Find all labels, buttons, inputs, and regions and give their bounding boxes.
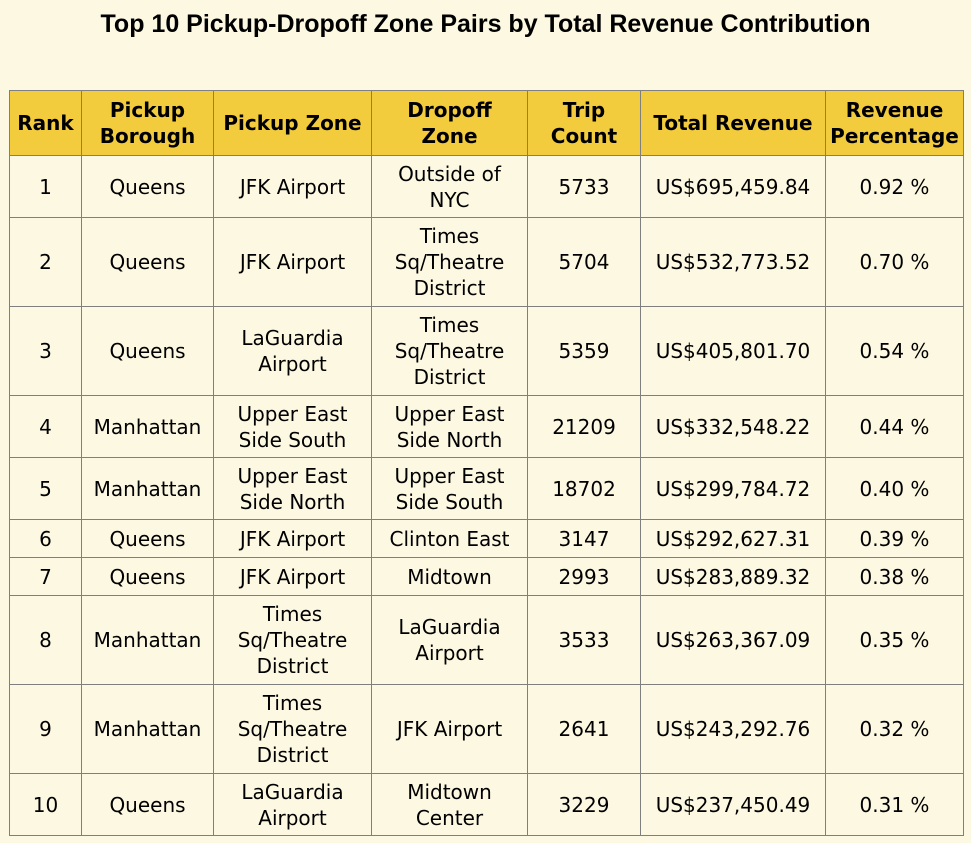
table-row — [10, 156, 964, 218]
cell-rank: 5 — [10, 458, 82, 520]
cell-trip-count: 3229 — [528, 774, 641, 836]
cell-revenue-percentage: 0.92 % — [826, 156, 964, 218]
cell-pickup-borough: Manhattan — [82, 685, 214, 774]
header-pickup-borough: Pickup Borough — [82, 91, 214, 156]
cell-rank: 8 — [10, 596, 82, 685]
cell-total-revenue: US$532,773.52 — [641, 218, 826, 307]
cell-pickup-zone: Times Sq/Theatre District — [214, 596, 372, 685]
cell-total-revenue: US$299,784.72 — [641, 458, 826, 520]
cell-pickup-borough: Queens — [82, 307, 214, 396]
cell-dropoff-zone: Clinton East — [372, 520, 528, 558]
header-pickup-zone: Pickup Zone — [214, 91, 372, 156]
cell-pickup-borough: Manhattan — [82, 458, 214, 520]
cell-pickup-zone: JFK Airport — [214, 156, 372, 218]
header-trip-count: Trip Count — [528, 91, 641, 156]
cell-revenue-percentage: 0.35 % — [826, 596, 964, 685]
revenue-table — [9, 90, 964, 836]
cell-pickup-zone: Upper East Side South — [214, 396, 372, 458]
cell-revenue-percentage: 0.70 % — [826, 218, 964, 307]
header-row — [10, 91, 964, 156]
cell-revenue-percentage: 0.38 % — [826, 558, 964, 596]
table-row — [10, 458, 964, 520]
cell-trip-count: 5733 — [528, 156, 641, 218]
cell-revenue-percentage: 0.44 % — [826, 396, 964, 458]
cell-trip-count: 3533 — [528, 596, 641, 685]
cell-rank: 9 — [10, 685, 82, 774]
chart-title: Top 10 Pickup-Dropoff Zone Pairs by Total Revenue Contribution — [100, 10, 871, 38]
cell-revenue-percentage: 0.31 % — [826, 774, 964, 836]
cell-rank: 7 — [10, 558, 82, 596]
table-row — [10, 218, 964, 307]
cell-total-revenue: US$332,548.22 — [641, 396, 826, 458]
cell-total-revenue: US$695,459.84 — [641, 156, 826, 218]
cell-dropoff-zone: JFK Airport — [372, 685, 528, 774]
cell-pickup-zone: LaGuardia Airport — [214, 774, 372, 836]
cell-pickup-borough: Queens — [82, 218, 214, 307]
header-rank: Rank — [10, 91, 82, 156]
cell-total-revenue: US$283,889.32 — [641, 558, 826, 596]
cell-pickup-borough: Manhattan — [82, 396, 214, 458]
cell-dropoff-zone: Midtown — [372, 558, 528, 596]
cell-pickup-zone: JFK Airport — [214, 520, 372, 558]
table-row — [10, 685, 964, 774]
cell-total-revenue: US$405,801.70 — [641, 307, 826, 396]
cell-trip-count: 5359 — [528, 307, 641, 396]
cell-pickup-borough: Queens — [82, 520, 214, 558]
cell-total-revenue: US$263,367.09 — [641, 596, 826, 685]
cell-trip-count: 3147 — [528, 520, 641, 558]
header-revenue-percentage: Revenue Percentage — [826, 91, 964, 156]
table-row — [10, 520, 964, 558]
cell-pickup-zone: JFK Airport — [214, 558, 372, 596]
header-total-revenue: Total Revenue — [641, 91, 826, 156]
cell-trip-count: 2993 — [528, 558, 641, 596]
cell-trip-count: 21209 — [528, 396, 641, 458]
cell-pickup-zone: Upper East Side North — [214, 458, 372, 520]
cell-rank: 4 — [10, 396, 82, 458]
header-dropoff-zone: Dropoff Zone — [372, 91, 528, 156]
cell-revenue-percentage: 0.39 % — [826, 520, 964, 558]
cell-trip-count: 2641 — [528, 685, 641, 774]
cell-revenue-percentage: 0.54 % — [826, 307, 964, 396]
cell-rank: 3 — [10, 307, 82, 396]
cell-dropoff-zone: Upper East Side North — [372, 396, 528, 458]
cell-rank: 10 — [10, 774, 82, 836]
cell-dropoff-zone: Times Sq/Theatre District — [372, 218, 528, 307]
table-row — [10, 307, 964, 396]
cell-trip-count: 18702 — [528, 458, 641, 520]
cell-total-revenue: US$292,627.31 — [641, 520, 826, 558]
cell-dropoff-zone: Outside of NYC — [372, 156, 528, 218]
cell-rank: 2 — [10, 218, 82, 307]
cell-total-revenue: US$243,292.76 — [641, 685, 826, 774]
cell-pickup-borough: Manhattan — [82, 596, 214, 685]
cell-pickup-borough: Queens — [82, 774, 214, 836]
cell-dropoff-zone: Times Sq/Theatre District — [372, 307, 528, 396]
cell-revenue-percentage: 0.40 % — [826, 458, 964, 520]
cell-dropoff-zone: LaGuardia Airport — [372, 596, 528, 685]
cell-dropoff-zone: Midtown Center — [372, 774, 528, 836]
cell-rank: 6 — [10, 520, 82, 558]
cell-rank: 1 — [10, 156, 82, 218]
table-body — [10, 156, 964, 836]
table-row — [10, 774, 964, 836]
cell-pickup-borough: Queens — [82, 156, 214, 218]
table-row — [10, 596, 964, 685]
cell-total-revenue: US$237,450.49 — [641, 774, 826, 836]
cell-pickup-borough: Queens — [82, 558, 214, 596]
cell-dropoff-zone: Upper East Side South — [372, 458, 528, 520]
cell-revenue-percentage: 0.32 % — [826, 685, 964, 774]
cell-trip-count: 5704 — [528, 218, 641, 307]
table-row — [10, 396, 964, 458]
cell-pickup-zone: LaGuardia Airport — [214, 307, 372, 396]
cell-pickup-zone: JFK Airport — [214, 218, 372, 307]
table-row — [10, 558, 964, 596]
cell-pickup-zone: Times Sq/Theatre District — [214, 685, 372, 774]
